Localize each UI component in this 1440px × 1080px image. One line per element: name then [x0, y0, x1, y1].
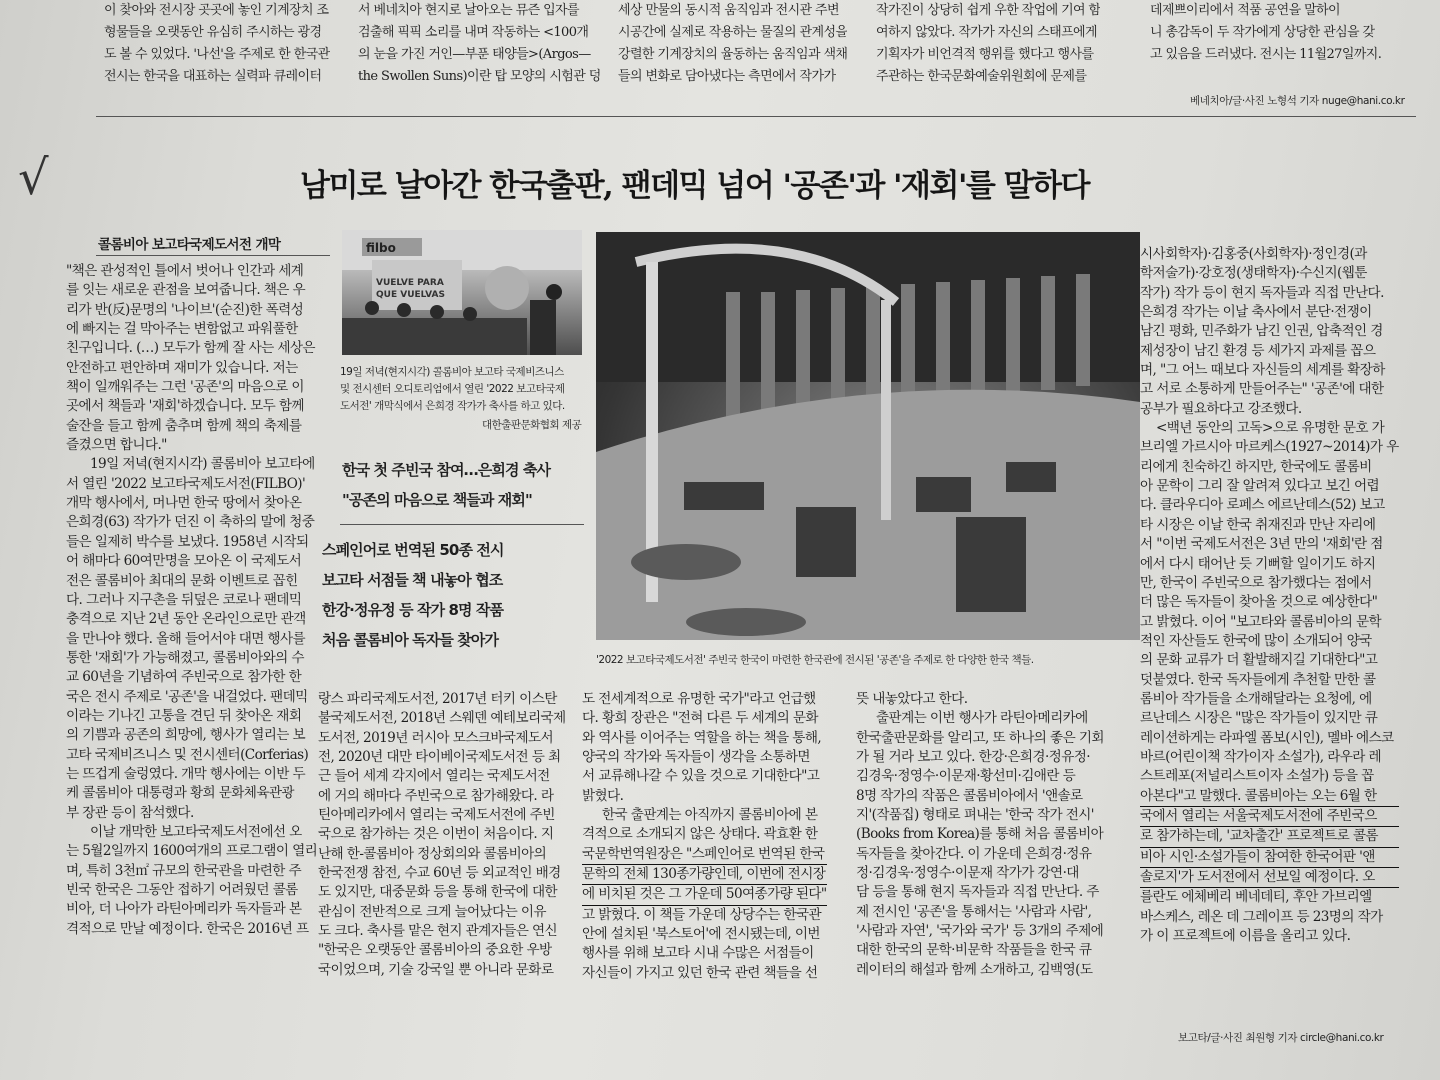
text-line: 를란도 에체베리 베네데티, 후안 가브리엘 — [1140, 889, 1372, 906]
photo-opening-ceremony — [342, 230, 582, 355]
text-line: 작가) 작가 등이 현지 독자들과 직접 만난다. — [1140, 284, 1384, 301]
text-line: 밝혔다. — [582, 787, 624, 804]
subhead-line: 처음 콜롬비아 독자들 찾아가 — [322, 631, 499, 649]
text-line: 도 볼 수 있었다. '나선'을 주제로 한 한국관 — [104, 47, 330, 62]
subhead-line: 한강·정유정 등 작가 8명 작품 — [322, 601, 504, 619]
prev-col-4 — [876, 0, 1100, 100]
text-line: 에 빠지는 걸 막아주는 변함없고 파워풀한 — [66, 321, 298, 338]
text-line: "한국은 오랫동안 콜롬비아의 중요한 우방 — [318, 942, 552, 959]
prev-col-5 — [1150, 0, 1381, 100]
subhead-line: 보고타 서점들 책 내놓아 협조 — [322, 571, 503, 589]
text-line: 한국 출판계는 아직까지 콜롬비아에 본 — [602, 807, 818, 824]
text-line: 이라는 기나긴 고통을 견딘 뒤 찾아온 재회 — [66, 707, 302, 724]
text-line: 한국전쟁 참전, 수교 60년 등 외교적인 배경 — [318, 865, 561, 882]
text-line: 서 베네치아 현지로 날아오는 뮤즌 입자를 — [358, 3, 579, 18]
text-line: 제 전시인 '공존'을 통해서는 '사람과 사람', — [856, 903, 1092, 920]
text-line: 브리엘 가르시아 마르케스(1927~2014)가 우 — [1140, 439, 1399, 456]
text-line: 더 많은 독자들이 찾아올 것으로 예상한다" — [1140, 594, 1378, 611]
text-line: 고 서로 소통하게 만들어주는" '공존'에 대한 — [1140, 381, 1384, 398]
text-line: 며, "그 어느 때보다 자신들의 세계를 확장하 — [1140, 362, 1385, 379]
text-line: 가 이 프로젝트에 이름을 올리고 있다. — [1140, 928, 1351, 945]
text-line: 개막 행사에서, 머나먼 한국 땅에서 찾아온 — [66, 495, 302, 512]
text-line: 안전하고 편안하며 재미가 있습니다. 저는 — [66, 359, 298, 376]
photo-caption-1 — [340, 364, 565, 415]
text-line: 르난데스 시장은 "많은 작가들이 있지만 큐 — [1140, 710, 1378, 727]
text-line: 시공간에 실제로 작용하는 물질의 관계성을 — [618, 25, 848, 40]
subhead-line: "공존의 마음으로 책들과 재회" — [342, 491, 532, 509]
text-line: 서 "이번 국제도서전은 3년 만의 '재회'란 점 — [1140, 536, 1383, 553]
caption-line: 및 전시센터 오디토리엄에서 열린 '2022 보고타국제 — [340, 383, 565, 395]
text-line: 기획자가 비언격적 행위를 했다고 행사를 — [876, 47, 1094, 62]
text-line: 도서전, 2019년 러시아 모스크바국제도서 — [318, 729, 554, 746]
text-line: 강렬한 기계장치의 율동하는 움직임과 색채 — [618, 47, 848, 62]
text-line: 다. 황희 장관은 "전혀 다른 두 세계의 문화 — [582, 710, 818, 727]
text-line: 행사를 위해 보고타 시내 수많은 서점들이 — [582, 945, 814, 962]
handwritten-check-icon: √ — [18, 150, 49, 206]
text-line: 19일 저녁(현지시각) 콜롬비아 보고타에 — [90, 456, 315, 473]
text-line: 와 역사를 이어주는 역할을 하는 책을 통해, — [582, 729, 822, 746]
kicker-rule — [96, 255, 330, 256]
text-line: 덧붙였다. 한국 독자들에게 추천할 만한 콜 — [1140, 671, 1376, 688]
prev-col-2 — [358, 0, 601, 100]
text-line-underlined: 문학의 전체 130종가량인데, 이번에 전시장 — [582, 865, 827, 885]
text-line: 부 장관 등이 참석했다. — [66, 804, 194, 821]
section-divider — [96, 116, 1416, 117]
body-col-1 — [66, 262, 317, 939]
text-line: 전시는 한국을 대표하는 실력파 큐레이터 — [104, 69, 322, 84]
text-line: 의 문화 교류가 더 활발해지길 기대한다"고 — [1140, 652, 1378, 669]
text-line: 에 거의 해마다 주빈국으로 참가해왔다. 라 — [318, 787, 554, 804]
text-line-underlined: 비아 시인·소설가들이 참여한 한국어판 '앤 — [1140, 848, 1399, 868]
text-line: 빈국 한국은 그동안 접하기 어려웠던 콜롬 — [66, 882, 298, 898]
text-line: 스트레포(저널리스트이자 소설가) 등을 꼽 — [1140, 768, 1374, 785]
text-line: 전은 콜롬비아 최대의 문화 이벤트로 꼽힌 — [66, 572, 298, 589]
text-line: 도 전세계적으로 유명한 국가"라고 언급했 — [582, 691, 816, 707]
text-line: 독자들을 찾아간다. 이 가운데 은희경·정유 — [856, 845, 1092, 862]
text-line: 통한 '재회'가 가능해졌고, 콜롬비아와의 수 — [66, 649, 304, 666]
text-line: 타 시장은 이날 한국 취재진과 만난 자리에 — [1140, 516, 1376, 533]
text-line: 서 교류해나갈 수 있을 것으로 기대한다"고 — [582, 768, 820, 785]
text-line: 남긴 평화, 민주화가 남긴 인권, 압축적인 경 — [1140, 323, 1383, 340]
text-line: 리가 반(反)문명의 '나이브'(순진)한 폭력성 — [66, 301, 304, 318]
subhead-rule — [340, 524, 584, 525]
text-line: 난해 한-콜롬비아 정상회의와 콜롬비아의 — [318, 845, 547, 862]
text-line: 불국제도서전, 2018년 스웨덴 예테보리국제 — [318, 710, 566, 727]
text-line-underlined: 솔로지'가 도서전에서 선보일 예정이다. 오 — [1140, 868, 1399, 888]
subhead-2 — [322, 535, 504, 655]
photo-sign-line-1: VUELVE PARA — [376, 278, 444, 288]
text-line: 주관하는 한국문화예술위원회에 문제를 — [876, 69, 1087, 84]
text-line: 가 될 거라 보고 있다. 한강·은희경·정유정· — [856, 749, 1090, 766]
text-line: 적인 자산들도 한국에 많이 소개되어 양국 — [1140, 632, 1372, 649]
text-line: 술잔을 들고 함께 춤추며 함께 책의 축제를 — [66, 417, 302, 434]
subhead-line: 스페인어로 번역된 50종 전시 — [322, 541, 504, 559]
text-line: 충격으로 지난 2년 동안 온라인으로만 관객 — [66, 611, 306, 628]
text-line: 를 잇는 새로운 관점을 보여줍니다. 책은 우 — [66, 282, 306, 299]
text-line: <백년 동안의 고독>으로 유명한 문호 가 — [1156, 420, 1385, 437]
text-line: 틴아메리카에서 열리는 국제도서전에 주빈 — [318, 807, 555, 824]
prev-byline: 베네치아/글·사진 노형석 기자 nuge@hani.co.kr — [1190, 95, 1405, 107]
text-line: 형물들을 오랫동안 유심히 주시하는 광경 — [104, 25, 322, 40]
text-line: 어 해마다 60여만명을 모아온 이 국제도서 — [66, 553, 302, 570]
text-line: 한국출판문화를 알리고, 또 하나의 좋은 기회 — [856, 729, 1104, 746]
text-line: 담 등을 통해 현지 독자들과 직접 만난다. 주 — [856, 884, 1099, 901]
prev-col-3 — [618, 0, 847, 100]
text-line: 을 만나야 했다. 올해 들어서야 대면 행사를 — [66, 630, 306, 647]
photo-logo-text: filbo — [366, 241, 396, 255]
text-line: 작가진이 상당히 쉽게 우한 작업에 기여 함 — [876, 3, 1101, 18]
text-line: 의 기쁨과 공존의 희망에, 행사가 열리는 보 — [66, 727, 306, 744]
photo-sign-line-2: QUE VUELVAS — [376, 290, 445, 300]
text-line: 니 총감독이 두 작가에게 상당한 관심을 갖 — [1150, 25, 1375, 40]
text-line-underlined: 국문학번역원장은 "스페인어로 번역된 한국 — [582, 845, 827, 865]
text-line: 고 밝혔다. 이 책들 가운데 상당수는 한국관 — [582, 906, 822, 923]
text-line: 격적으로 만날 예정이다. 한국은 2016년 프 — [66, 920, 309, 937]
body-col-4 — [856, 690, 1104, 980]
text-line: (Books from Korea)를 통해 처음 콜롬비아 — [856, 826, 1104, 843]
text-line: 바스케스, 레온 데 그레이프 등 23명의 작가 — [1140, 908, 1383, 925]
text-line: 고 밝혔다. 이어 "보고타와 콜롬비아의 문학 — [1140, 613, 1382, 630]
prev-col-1 — [104, 0, 330, 100]
text-line: 레이션하게는 라파엘 폼보(시인), 멜바 에스코 — [1140, 729, 1394, 746]
body-col-2 — [318, 690, 566, 980]
caption-line: 도서전' 개막식에서 은희경 작가가 축사를 하고 있다. — [340, 400, 565, 412]
text-line: 정·김경욱·정영수·이문재 작가가 강연·대 — [856, 865, 1079, 882]
text-line: 시사회학자)·김홍중(사회학자)·정인경(과 — [1140, 246, 1367, 262]
text-line: 은희경 작가는 이날 축사에서 분단·전쟁이 — [1140, 304, 1372, 321]
text-line: 즐겼으면 합니다." — [66, 437, 167, 454]
text-line: 며, 특히 3천㎡ 규모의 한국관을 마련한 주 — [66, 862, 302, 879]
text-line: 8명 작가의 작품은 콜롬비아에서 '앤솔로 — [856, 787, 1083, 804]
text-line: 공부가 필요하다고 강조했다. — [1140, 400, 1302, 417]
text-line: 학저술가)·강호정(생태학자)·수신지(웹툰 — [1140, 265, 1367, 282]
text-line-underlined: 아본다"고 말했다. 콜롬비아는 오는 6월 한 — [1140, 787, 1399, 807]
text-line: 들의 변화로 담아냈다는 측면에서 작가가 — [618, 69, 836, 84]
text-line: 출판계는 이번 행사가 라틴아메리카에 — [876, 710, 1088, 727]
text-line: 의 눈을 가진 거인—부푼 태양들>(Argos— — [358, 47, 591, 62]
text-line: 세상 만물의 동시적 움직임과 전시관 주변 — [618, 3, 839, 18]
text-line: 은희경(63) 작가가 던진 이 축하의 말에 청중 — [66, 514, 315, 531]
text-line: 다. 클라우디아 로페스 에르난데스(52) 보고 — [1140, 497, 1385, 514]
page-title: 남미로 날아간 한국출판, 팬데믹 넘어 '공존'과 '재회'를 말하다 — [300, 168, 1090, 204]
text-line: 전, 2020년 대만 타이베이국제도서전 등 최 — [318, 749, 561, 766]
text-line: 는 뜨겁게 술렁였다. 개막 행사에는 이반 두 — [66, 765, 306, 782]
text-line: 다. 그러나 지구촌을 뒤덮은 코로나 팬데믹 — [66, 591, 302, 608]
article-kicker: 콜롬비아 보고타국제도서전 개막 — [98, 237, 281, 253]
text-line: 고 있음을 드러냈다. 전시는 11월27일까지. — [1150, 47, 1382, 62]
text-line: 케 콜롬비아 대통령과 황희 문화체육관광 — [66, 785, 294, 802]
text-line: 격적으로 소개되지 않은 상태다. 곽효환 한 — [582, 826, 818, 843]
text-line: 비아, 더 나아가 라틴아메리카 독자들과 본 — [66, 901, 302, 918]
text-line: 도 크다. 축사를 맡은 현지 관계자들은 연신 — [318, 923, 558, 940]
text-line: 양국의 작가와 독자들이 생각을 소통하면 — [582, 749, 810, 766]
text-line: 국이었으며, 기술 강국일 뿐 아니라 문화로 — [318, 961, 554, 978]
text-line: 서 열린 '2022 보고타국제도서전(FILBO)' — [66, 475, 306, 492]
text-line: 는 5월2일까지 1600여개의 프로그램이 열리 — [66, 843, 318, 860]
text-line: 랑스 파리국제도서전, 2017년 터키 이스탄 — [318, 691, 557, 707]
text-line: 데제쁘이리에서 적품 공연을 말하이 — [1150, 3, 1340, 18]
text-line: 에서 다시 태어난 듯 기뻐할 일이기도 하지 — [1140, 555, 1376, 572]
text-line: 도 있지만, 대중문화 등을 통해 한국에 대한 — [318, 884, 558, 901]
text-line: 지'(작품집) 형태로 펴내는 '한국 작가 전시' — [856, 807, 1094, 824]
text-line: 리에게 친숙하긴 하지만, 한국에도 콜롬비 — [1140, 458, 1372, 475]
text-line: 근 들어 세계 각지에서 열리는 국제도서전 — [318, 768, 550, 785]
text-line: 바르(어린이책 작가이자 소설가), 라우라 레 — [1140, 748, 1382, 765]
body-col-5 — [1140, 245, 1399, 946]
text-line: 이 찾아와 전시장 곳곳에 놓인 기계장치 조 — [104, 3, 329, 18]
text-line: 자신들이 가지고 있던 한국 관련 책들을 선 — [582, 964, 818, 981]
text-line: 대한 한국의 문학·비문학 작품들을 한국 큐 — [856, 942, 1092, 959]
text-line: 친구입니다. (…) 모두가 함께 잘 사는 세상은 — [66, 340, 315, 357]
text-line: 이날 개막한 보고타국제도서전에선 오 — [90, 823, 302, 840]
text-line: 아 문학이 그리 잘 알려져 있다고 보긴 어렵 — [1140, 478, 1380, 495]
text-line: 롬비아 작가들을 소개해달라는 요청에, 에 — [1140, 690, 1372, 707]
text-line: 교 60년을 기념하여 주빈국으로 참가한 한 — [66, 669, 302, 686]
text-line: "책은 관성적인 틀에서 벗어나 인간과 세계 — [66, 263, 304, 279]
text-line: 국은 전시 주제로 '공존'을 내걸었다. 팬데믹 — [66, 688, 308, 705]
photo-caption-2: '2022 보고타국제도서전' 주빈국 한국이 마련한 한국관에 전시된 '공존'을 주제로 한 다양한 한국 책들. — [596, 654, 1034, 666]
text-line: 관심이 전반적으로 크게 늘어났다는 이유 — [318, 903, 546, 920]
text-line: 국으로 참가하는 것은 이번이 처음이다. 지 — [318, 826, 554, 843]
text-line: 검출해 픽픽 소리를 내며 작동하는 <100개 — [358, 25, 589, 40]
photo-credit-1: 대한출판문화협회 제공 — [482, 419, 582, 431]
text-line: 들은 일제히 박수를 보냈다. 1958년 시작되 — [66, 533, 309, 550]
text-line: 제성장이 남긴 환경 등 세가지 과제를 꼽으 — [1140, 342, 1376, 359]
text-line: 고타 국제비즈니스 및 전시센터(Corferias) — [66, 746, 309, 763]
text-line-underlined: 로 참가하는데, '교차출간' 프로젝트로 콜롬 — [1140, 827, 1399, 847]
caption-line: 19일 저녁(현지시각) 콜롬비아 보고타 국제비즈니스 — [340, 366, 564, 378]
body-col-3 — [582, 690, 827, 983]
subhead-1 — [342, 455, 550, 515]
photo-korean-pavilion — [596, 232, 1140, 640]
text-line: '사람과 자연', '국가와 국가' 등 3개의 주제에 — [856, 923, 1104, 940]
text-line: 만, 한국이 주빈국으로 참가했다는 점에서 — [1140, 574, 1372, 591]
text-line: 김경욱·정영수·이문재·황선미·김애란 등 — [856, 768, 1076, 785]
text-line: 여하지 않았다. 작가가 자신의 스태프에게 — [876, 25, 1097, 40]
text-line: 뜻 내놓았다고 한다. — [856, 691, 968, 707]
text-line: 레이터의 해설과 함께 소개하고, 김백영(도 — [856, 961, 1093, 978]
text-line: 책이 일깨워주는 그런 '공존'의 마음으로 이 — [66, 379, 304, 396]
text-line: 곳에서 책들과 '재회'하겠습니다. 모두 함께 — [66, 398, 304, 415]
text-line-underlined: 에 비치된 것은 그 가운데 50여종가량 된다" — [582, 885, 827, 905]
text-line-underlined: 국에서 열리는 서울국제도서전에 주빈국으 — [1140, 807, 1399, 827]
subhead-line: 한국 첫 주빈국 참여…은희경 축사 — [342, 461, 551, 479]
text-line: 안에 설치된 '북스토어'에 전시됐는데, 이번 — [582, 926, 820, 943]
article-byline: 보고타/글·사진 최원형 기자 circle@hani.co.kr — [1178, 1032, 1384, 1044]
text-line: the Swollen Suns)이란 탑 모양의 시험관 덩 — [358, 69, 601, 84]
